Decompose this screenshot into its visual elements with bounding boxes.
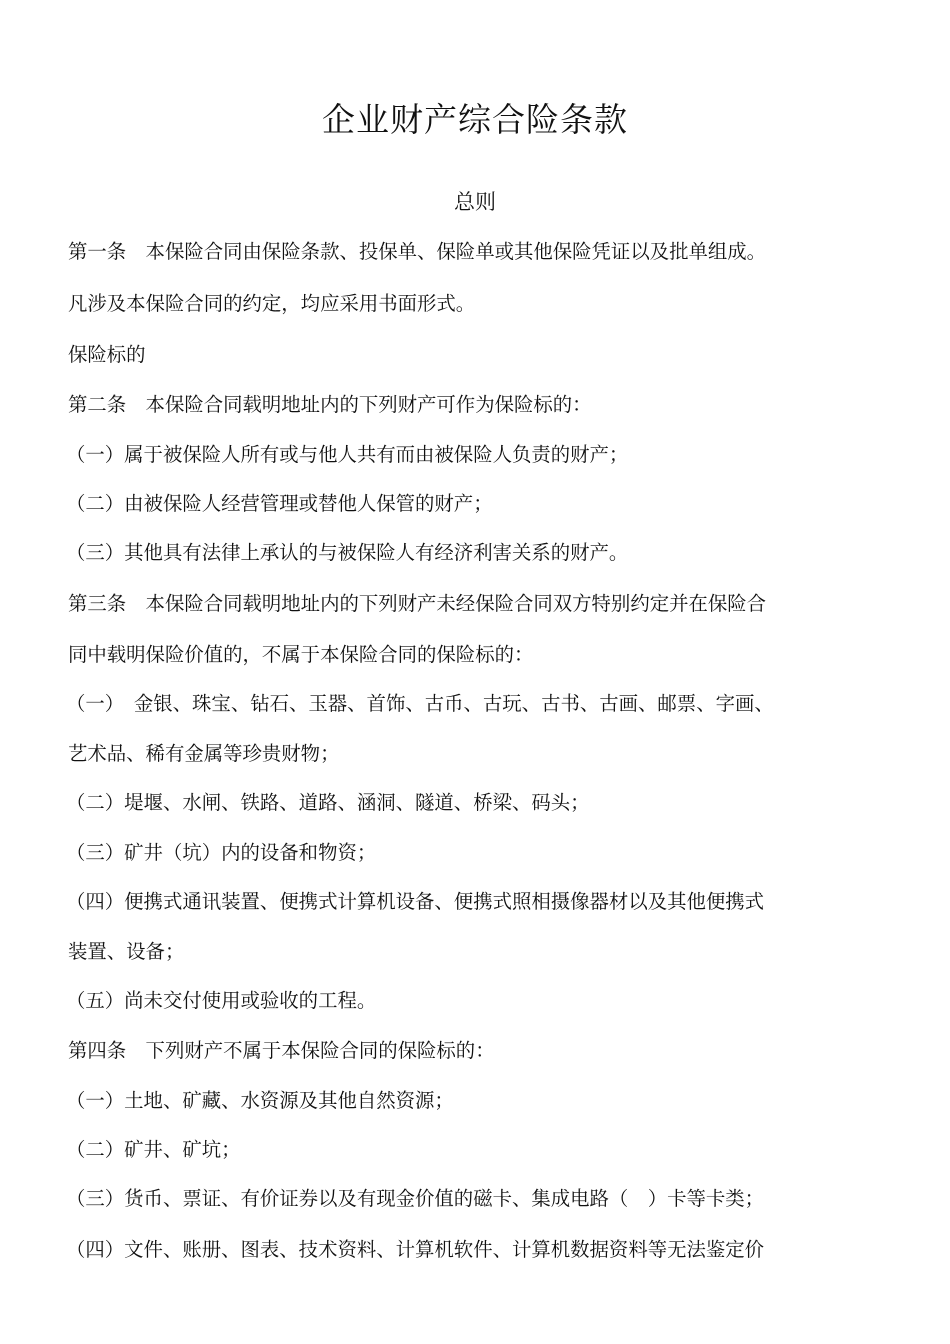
list-item: （二）矿井、矿坑；	[66, 1138, 241, 1161]
text-line: 装置、设备；	[68, 940, 185, 963]
text-line: 第四条 下列财产不属于本保险合同的保险标的：	[68, 1039, 495, 1062]
text-line: 同中载明保险价值的，不属于本保险合同的保险标的：	[68, 643, 534, 666]
list-item: （五）尚未交付使用或验收的工程。	[66, 989, 377, 1012]
list-item: （三）其他具有法律上承认的与被保险人有经济利害关系的财产。	[66, 541, 629, 564]
subsection-heading: 保险标的	[68, 343, 146, 366]
list-item: （一）土地、矿藏、水资源及其他自然资源；	[66, 1089, 454, 1112]
list-item: （一） 金银、珠宝、钻石、玉器、首饰、古币、古玩、古书、古画、邮票、字画、	[66, 692, 774, 715]
text-line: 艺术品、稀有金属等珍贵财物；	[68, 742, 340, 765]
list-item: （三）货币、票证、有价证券以及有现金价值的磁卡、集成电路（ ）卡等卡类；	[66, 1187, 765, 1210]
list-item: （二）由被保险人经营管理或替他人保管的财产；	[66, 492, 493, 515]
section-heading: 总则	[454, 190, 496, 214]
text-line: 第三条 本保险合同载明地址内的下列财产未经保险合同双方特别约定并在保险合	[68, 592, 767, 615]
list-item: （四）便携式通讯装置、便携式计算机设备、便携式照相摄像器材以及其他便携式	[66, 890, 765, 913]
list-item: （三）矿井（坑）内的设备和物资；	[66, 841, 377, 864]
list-item: （一）属于被保险人所有或与他人共有而由被保险人负责的财产；	[66, 443, 629, 466]
list-item: （二）堤堰、水闸、铁路、道路、涵洞、隧道、桥梁、码头；	[66, 791, 590, 814]
text-line: 第二条 本保险合同载明地址内的下列财产可作为保险标的：	[68, 393, 592, 416]
list-item: （四）文件、账册、图表、技术资料、计算机软件、计算机数据资料等无法鉴定价	[66, 1238, 765, 1261]
text-line: 第一条 本保险合同由保险条款、投保单、保险单或其他保险凭证以及批单组成。	[68, 240, 767, 263]
text-line: 凡涉及本保险合同的约定，均应采用书面形式。	[68, 292, 476, 315]
document-title: 企业财产综合险条款	[322, 100, 628, 139]
